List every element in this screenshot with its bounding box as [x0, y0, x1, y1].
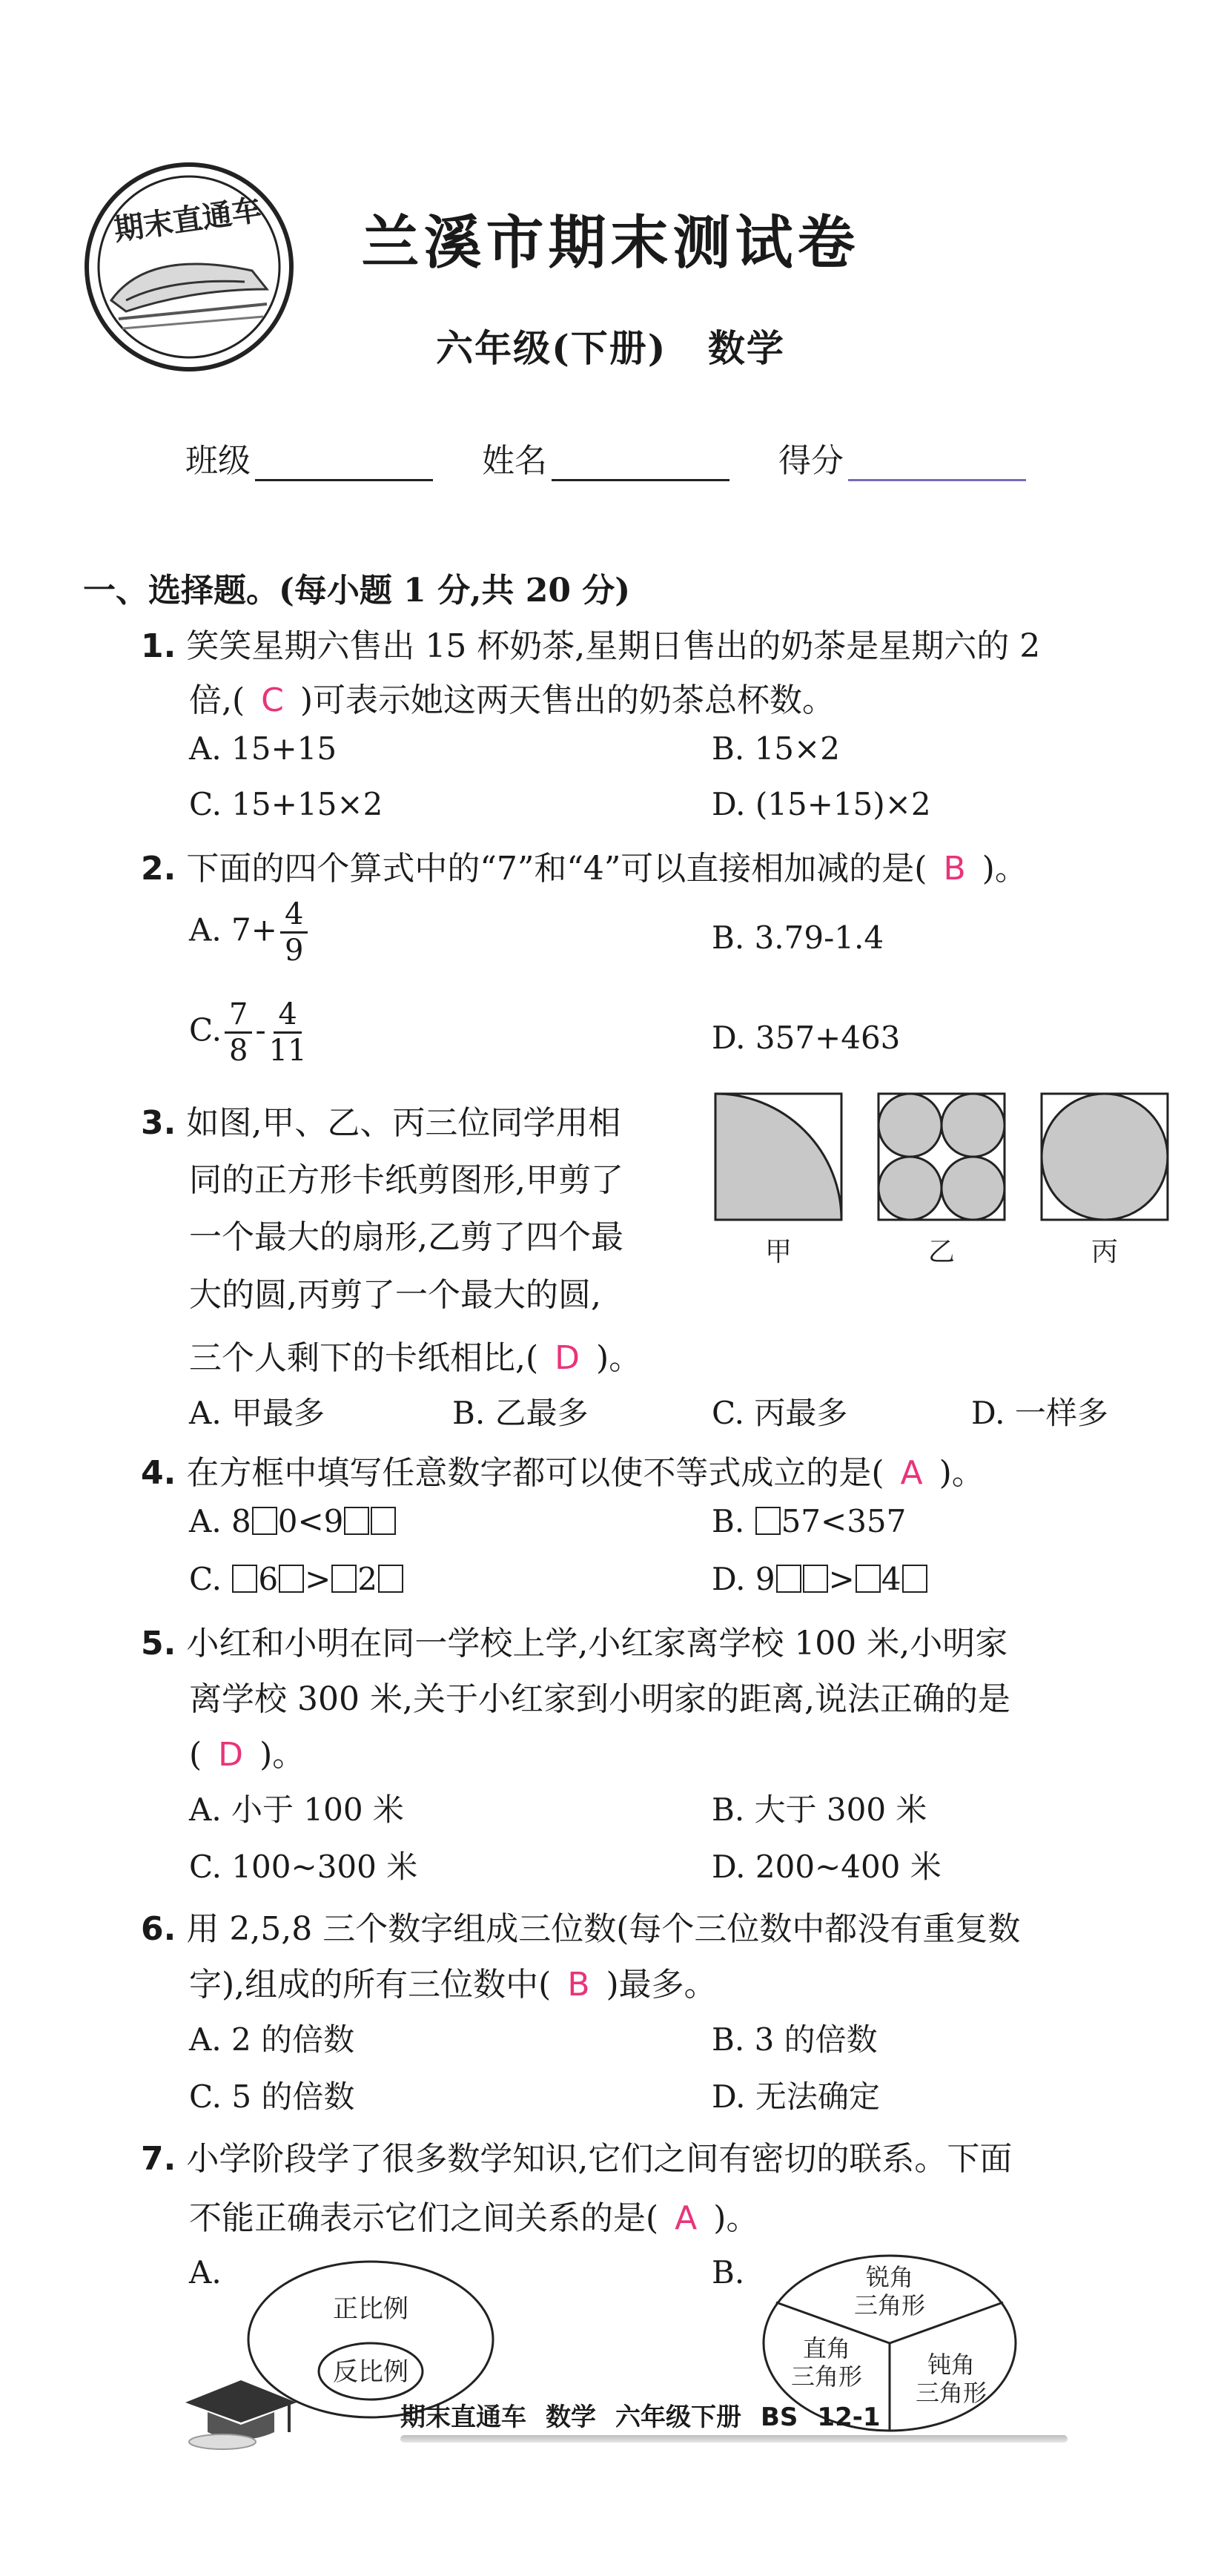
exam-subtitle	[0, 319, 1221, 372]
q6-answer: B	[567, 1966, 590, 2004]
venn-inner-label: 反比例	[333, 2357, 408, 2387]
q4-option-a[interactable]: A. 8 0<9	[189, 1503, 397, 1539]
grade-label: 六年级(下册)	[436, 326, 667, 370]
q5-line1: 5. 小红和小明在同一学校上学,小红家离学校 100 米,小明家	[141, 1625, 1008, 1662]
footer-info	[400, 2397, 900, 2433]
q6-option-a[interactable]: A. 2 的倍数	[189, 2021, 355, 2058]
q5-line2: 离学校 300 米,关于小红家到小明家的距离,说法正确的是	[189, 1680, 1010, 1718]
q5-option-b[interactable]: B. 大于 300 米	[712, 1791, 927, 1828]
q2-answer: B	[943, 850, 966, 888]
q3-line5: 三个人剩下的卡纸相比,( D )。	[189, 1339, 642, 1377]
figure-yi	[878, 1094, 1005, 1220]
q1-option-c[interactable]: C. 15+15×2	[189, 786, 383, 822]
footer-grade: 六年级下册	[615, 2402, 741, 2432]
q3-line2: 同的正方形卡纸剪图形,甲剪了	[189, 1161, 623, 1199]
q4-option-c[interactable]: C. 6 > 2	[189, 1561, 404, 1597]
q1-option-b[interactable]: B. 15×2	[712, 730, 840, 767]
q1-line2: 倍,( C )可表示她这两天售出的奶茶总杯数。	[189, 681, 835, 719]
q6-option-d[interactable]: D. 无法确定	[712, 2078, 880, 2115]
q3-line3: 一个最大的扇形,乙剪了四个最	[189, 1218, 623, 1256]
q7-option-a[interactable]: A.	[189, 2254, 222, 2291]
q7-line1: 7. 小学阶段学了很多数学知识,它们之间有密切的联系。下面	[141, 2140, 1013, 2178]
q1-line1: 1. 笑笑星期六售出 15 杯奶茶,星期日售出的奶茶是星期六的 2	[141, 627, 1041, 665]
q5-option-a[interactable]: A. 小于 100 米	[189, 1791, 404, 1828]
q5-answer: D	[218, 1736, 244, 1774]
score-field[interactable]: 得分	[778, 434, 1026, 481]
label-bing: 丙	[1091, 1237, 1119, 1267]
pie-top-label-2: 三角形	[853, 2291, 926, 2319]
q6-line1: 6. 用 2,5,8 三个数字组成三位数(每个三位数中都没有重复数	[141, 1910, 1021, 1948]
q3-option-d[interactable]: D. 一样多	[971, 1395, 1108, 1431]
footer-page: 12-1	[817, 2402, 881, 2432]
pie-left-label-2: 三角形	[790, 2362, 863, 2391]
footer-rule	[400, 2435, 1068, 2443]
q7-option-b[interactable]: B.	[712, 2254, 745, 2291]
q1-option-d[interactable]: D. (15+15)×2	[712, 786, 931, 822]
pie-right-label-1: 钝角	[927, 2351, 976, 2379]
graduation-cap-icon	[178, 2369, 304, 2451]
footer-subject: 数学	[546, 2402, 596, 2432]
q6-option-c[interactable]: C. 5 的倍数	[189, 2078, 355, 2115]
svg-text:期末直通车: 期末直通车	[111, 193, 264, 248]
q2-option-a[interactable]: A. 7+ $\frac{4}{9}$	[189, 897, 311, 968]
q6-option-b[interactable]: B. 3 的倍数	[712, 2021, 878, 2058]
exam-title: 兰溪市期末测试卷	[361, 209, 860, 277]
q4-option-b[interactable]: B. 57<357	[712, 1503, 907, 1539]
q4-stem: 4. 在方框中填写任意数字都可以使不等式成立的是( A )。	[141, 1454, 985, 1492]
q4-option-d[interactable]: D. 9 > 4	[712, 1561, 928, 1597]
footer-series: 期末直通车	[400, 2402, 526, 2432]
pie-top-label-1: 锐角	[865, 2263, 914, 2291]
q2-stem: 2. 下面的四个算式中的“7”和“4”可以直接相加减的是( B )。	[141, 850, 1028, 888]
class-field[interactable]: 班级	[185, 434, 433, 481]
figure-bing	[1042, 1094, 1168, 1220]
q5-option-c[interactable]: C. 100~300 米	[189, 1849, 418, 1885]
q7-line2: 不能正确表示它们之间关系的是( A )。	[189, 2199, 759, 2237]
q3-line4: 大的圆,丙剪了一个最大的圆,	[189, 1276, 601, 1314]
q3-answer: D	[555, 1339, 580, 1377]
pie-left-label-1: 直角	[802, 2334, 851, 2362]
q1-answer: C	[261, 681, 284, 719]
q2-option-d[interactable]: D. 357+463	[712, 1020, 901, 1056]
q2-option-b[interactable]: B. 3.79-1.4	[712, 919, 884, 956]
q1-option-a[interactable]: A. 15+15	[189, 730, 337, 767]
q6-line2: 字),组成的所有三位数中( B )最多。	[189, 1966, 717, 2004]
name-field[interactable]: 姓名	[482, 434, 729, 481]
q2-option-c[interactable]: C. $\frac{7}{8}$ - $\frac{4}{11}$	[189, 997, 307, 1068]
q3-line1: 3. 如图,甲、乙、丙三位同学用相	[141, 1104, 621, 1142]
subject-label: 数学	[707, 326, 785, 370]
q5-option-d[interactable]: D. 200~400 米	[712, 1849, 942, 1885]
section-title: 一、选择题。(每小题 1 分,共 20 分)	[83, 572, 631, 610]
venn-outer-label: 正比例	[333, 2294, 408, 2324]
q7-answer: A	[675, 2199, 698, 2237]
label-yi: 乙	[927, 1237, 956, 1267]
q4-answer: A	[900, 1454, 923, 1492]
q5-line3: ( D )。	[189, 1736, 305, 1774]
q3-option-b[interactable]: B. 乙最多	[452, 1395, 589, 1431]
q3-option-a[interactable]: A. 甲最多	[189, 1395, 325, 1431]
label-jia: 甲	[764, 1237, 793, 1267]
q3-figures	[712, 1090, 1186, 1275]
pie-right-label-2: 三角形	[915, 2379, 987, 2407]
footer-edition: BS	[761, 2402, 798, 2432]
q3-option-c[interactable]: C. 丙最多	[712, 1395, 848, 1431]
figure-jia	[715, 1094, 841, 1220]
